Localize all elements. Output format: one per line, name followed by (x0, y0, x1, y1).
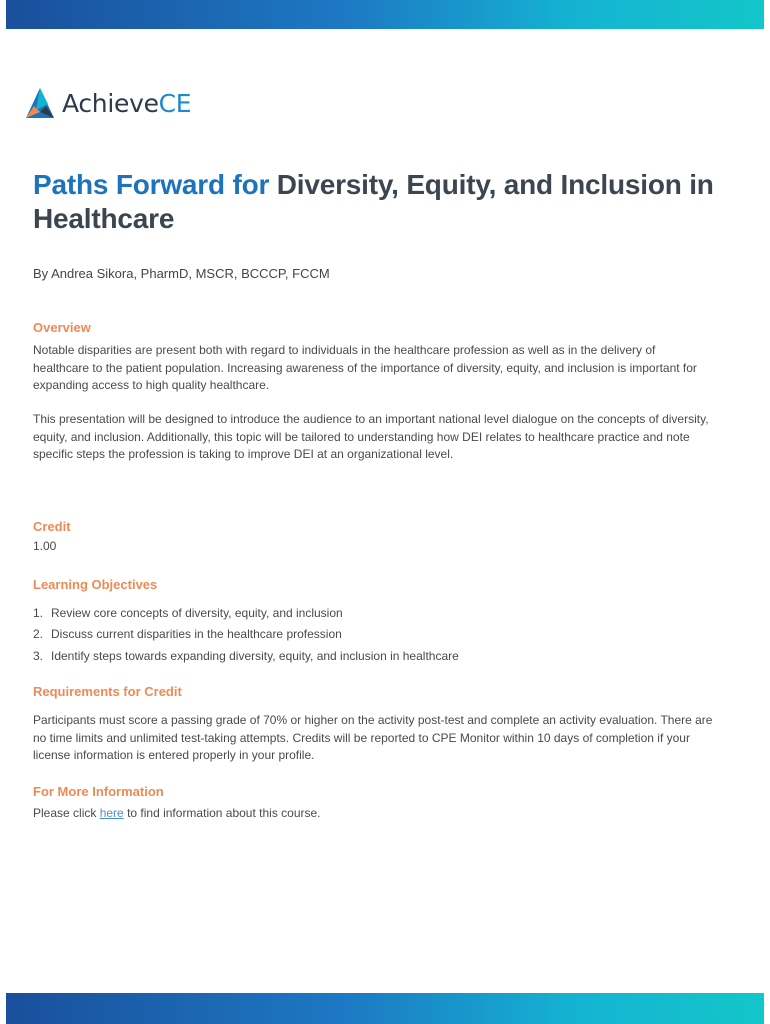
objectives-list (33, 603, 459, 667)
credit-heading: Credit (33, 519, 71, 534)
learning-objectives-heading: Learning Objectives (33, 577, 158, 592)
mountain-logo-icon (26, 86, 56, 120)
list-item: 3. Identify steps towards expanding diversity, equity, and inclusion in healthcare (33, 648, 459, 663)
top-gradient-band (6, 0, 764, 29)
achievece-logo (26, 83, 191, 123)
overview-paragraph-2: This presentation will be designed to introduce the audience to an important national level dialogue on the concepts of diversity, equity, and inclusion. Additionally, this topic will be tailored to understanding how DEI relates to healthcare practice and note specific steps the profession is taking to improve DEI at an organizational level. (33, 412, 709, 461)
requirements-text: Participants must score a passing grade of 70% or higher on the activity post-test and complete an activity evaluation. There are no time limits and unlimited test-taking attempts. Credits will be reported to CPE Monitor within 10 days of completion if your license information is entered properly in your profile. (33, 713, 713, 762)
list-item: 1. Review core concepts of diversity, equity, and inclusion (33, 606, 343, 620)
credit-value: 1.00 (33, 539, 57, 553)
bottom-gradient-band (6, 993, 764, 1024)
here-link[interactable]: here (99, 806, 124, 820)
requirements-heading: Requirements for Credit (33, 684, 182, 699)
more-info-heading: For More Information (33, 784, 164, 799)
page-title: Paths Forward for Diversity, Equity, and Inclusion in Healthcare (33, 169, 714, 234)
list-item: 2. Discuss current disparities in the healthcare profession (33, 627, 342, 642)
logo-wordmark: AchieveCE (62, 88, 192, 118)
overview-heading: Overview (33, 320, 91, 335)
more-info-text: Please click here to find information about this course. (33, 806, 321, 820)
author-line: By Andrea Sikora, PharmD, MSCR, BCCCP, FCCM (33, 266, 330, 281)
overview-paragraph-1: Notable disparities are present both with regard to individuals in the healthcare profession as well as in the delivery of healthcare to the patient population. Increasing awareness of the importance of diversity, equity, and inclusion is important for expanding access to high quality healthcare. (33, 343, 697, 392)
